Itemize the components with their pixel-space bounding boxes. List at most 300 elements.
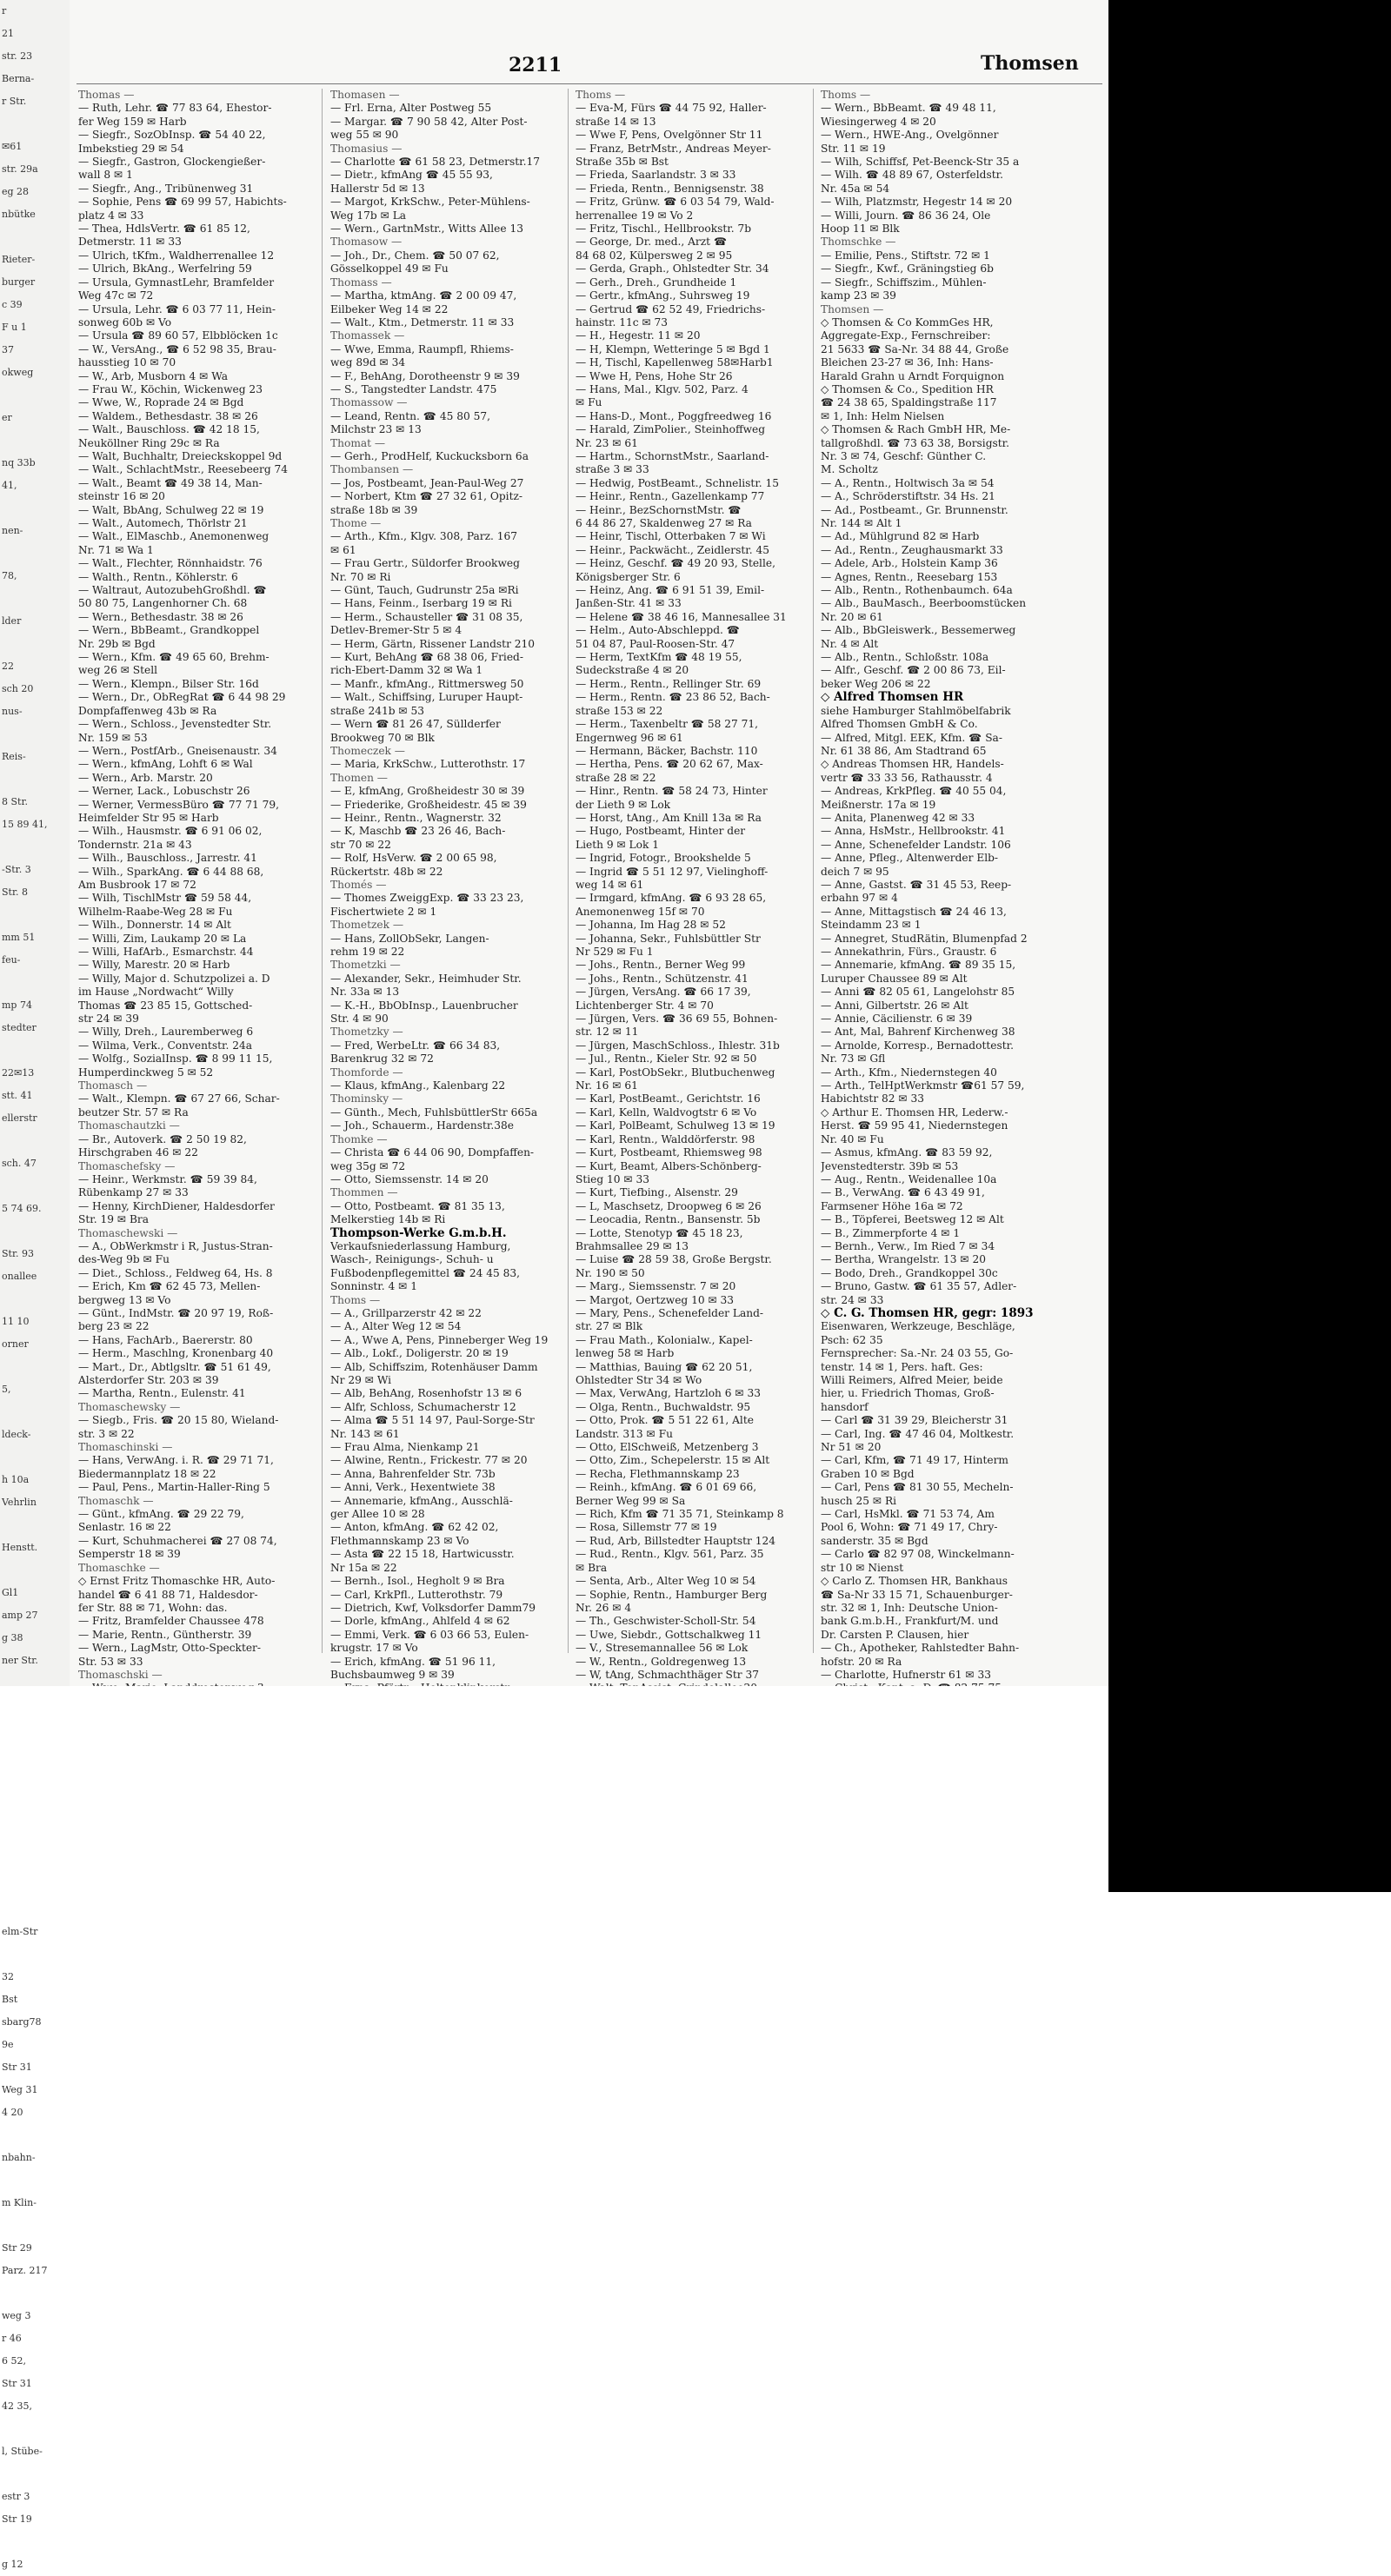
firm-heading: ◇ Alfred Thomsen HR <box>821 691 964 705</box>
directory-entry: Pool 6, Wohn: ☎ 71 49 17, Chry- <box>821 1521 998 1534</box>
previous-page-fragment: 9e <box>2 2039 14 2050</box>
directory-entry: — Anni ☎ 82 05 61, Langelohstr 85 <box>821 986 1015 999</box>
directory-entry: — Wwe, Emma, Raumpfl, Rhiems- <box>330 342 514 355</box>
previous-page-fragment <box>0 904 70 926</box>
previous-page-fragment: 32 <box>2 1971 14 1982</box>
directory-entry: Jevenstedterstr. 39b ✉ 53 <box>821 1159 959 1172</box>
directory-entry: — Hinr., Rentn. ☎ 58 24 73, Hinter <box>576 785 768 798</box>
previous-page-fragment <box>0 1514 70 1537</box>
directory-entry: handel ☎ 6 41 88 71, Haldesdor- <box>78 1588 258 1601</box>
previous-page-fragment <box>0 1356 70 1378</box>
directory-entry: — Johs., Rentn., Berner Weg 99 <box>576 959 746 972</box>
running-head: Thomsen <box>981 52 1079 75</box>
previous-page-fragment: onallee <box>2 1271 37 1282</box>
directory-entry: — Friederike, Großheidestr. 45 ✉ 39 <box>330 798 527 811</box>
directory-entry: hansdorf <box>821 1400 869 1413</box>
directory-entry: Alsterdorfer Str. 203 ✉ 39 <box>78 1374 219 1386</box>
directory-entry: ☎ 24 38 65, Spaldingstraße 117 <box>821 396 997 409</box>
directory-entry: Gösselkoppel 49 ✉ Fu <box>330 262 449 276</box>
directory-entry: — Senta, Arb., Alter Weg 10 ✉ 54 <box>576 1575 756 1588</box>
directory-entry: Nr. 70 ✉ Ri <box>330 570 391 583</box>
previous-page-fragment: Bst <box>2 1994 18 2005</box>
previous-page-fragment <box>0 1943 70 1966</box>
directory-entry: bank G.m.b.H., Frankfurt/M. und <box>821 1615 999 1628</box>
directory-entry: — Wern., LagMstr, Otto-Speckter- <box>78 1642 261 1655</box>
directory-entry: Farmsener Höhe 16a ✉ 72 <box>821 1199 963 1212</box>
directory-entry: Stieg 10 ✉ 33 <box>576 1172 650 1185</box>
surname-heading: Thomaschautzki — <box>78 1119 180 1132</box>
directory-entry: — Rich, Kfm ☎ 71 35 71, Steinkamp 8 <box>576 1508 784 1521</box>
directory-entry: herrenallee 19 ✉ Vo 2 <box>576 209 694 222</box>
directory-entry: Engernweg 96 ✉ 61 <box>576 731 683 744</box>
directory-entry: — Herm., Taxenbeltr ☎ 58 27 71, <box>576 718 759 731</box>
directory-entry: — Alb., Rentn., Rothenbaumch. 64a <box>821 584 1013 597</box>
directory-entry: — Ad., Mühlgrund 82 ✉ Harb <box>821 530 980 543</box>
previous-page-fragment: stt. 41 <box>2 1090 33 1101</box>
column-divider <box>813 89 814 1653</box>
directory-entry: — Rosa, Sillemstr 77 ✉ 19 <box>576 1521 717 1534</box>
directory-entry: — Wilh., SparkAng. ☎ 6 44 88 68, <box>78 865 264 878</box>
directory-entry: — Otto, Zim., Schepelerstr. 15 ✉ Alt <box>576 1454 770 1467</box>
previous-page-fragment: nen- <box>2 525 23 536</box>
directory-entry: — Hans-D., Mont., Poggfreedweg 16 <box>576 409 772 422</box>
previous-page-fragment: Weg 31 <box>2 2084 38 2095</box>
previous-page-fragment <box>0 972 70 994</box>
directory-entry: Heimfelder Str 95 ✉ Harb <box>78 811 219 824</box>
directory-entry: — Herm., Rentn., Rellinger Str. 69 <box>576 677 762 690</box>
previous-page-fragment <box>0 836 70 859</box>
directory-entry: Nr 15a ✉ 22 <box>330 1561 397 1574</box>
directory-entry: — Annekathrin, Fürs., Graustr. 6 <box>821 946 997 958</box>
directory-entry: — Arnolde, Korresp., Bernadottestr. <box>821 1039 1014 1052</box>
directory-entry: — Erich, Km ☎ 62 45 73, Mellen- <box>78 1280 261 1293</box>
directory-entry: — Gerh., ProdHelf, Kuckucksborn 6a <box>330 449 529 462</box>
surname-heading: Thomschke — <box>821 236 896 249</box>
previous-page-fragment: c 39 <box>2 299 23 310</box>
directory-entry: — Heinr., BezSchornstMstr. ☎ <box>576 503 742 516</box>
directory-entry: — Otto, Postbeamt. ☎ 81 35 13, <box>330 1199 505 1212</box>
directory-entry: — Hartm., SchornstMstr., Saarland- <box>576 449 769 462</box>
directory-entry: — Anton, kfmAng. ☎ 62 42 02, <box>330 1521 499 1534</box>
previous-page-fragment <box>0 1130 70 1152</box>
directory-entry: Buchsbaumweg 9 ✉ 39 <box>330 1668 455 1681</box>
directory-entry: Milchstr 23 ✉ 13 <box>330 423 422 436</box>
surname-heading: Thometzky — <box>330 1026 403 1039</box>
directory-entry: Nr. 45a ✉ 54 <box>821 182 890 195</box>
directory-entry: Hirschgraben 46 ✉ 22 <box>78 1146 198 1159</box>
directory-entry: ☎ Sa-Nr 33 15 71, Schauenburger- <box>821 1588 1013 1601</box>
directory-entry: — Karl, Rentn., Walddörferstr. 98 <box>576 1132 755 1145</box>
directory-entry: Nr. 71 ✉ Wa 1 <box>78 543 154 556</box>
directory-entry: — Wern., PostfArb., Gneisenaustr. 34 <box>78 744 277 757</box>
directory-entry: — Wern., Klempn., Bilser Str. 16d <box>78 677 259 690</box>
directory-entry: Psch: 62 35 <box>821 1333 883 1346</box>
surname-heading: Thomasow — <box>330 236 403 249</box>
directory-entry: — Martha, Rentn., Eulenstr. 41 <box>78 1387 246 1400</box>
previous-page-fragment: g 38 <box>2 1632 23 1643</box>
directory-entry: Fernsprecher: Sa.-Nr. 24 03 55, Go- <box>821 1347 1014 1360</box>
previous-page-fragment <box>0 2418 70 2440</box>
directory-entry: — Sophie, Rentn., Hamburger Berg <box>576 1588 768 1601</box>
directory-entry: Anemonenweg 15f ✉ 70 <box>576 905 705 918</box>
directory-entry: — Helm., Auto-Abschleppd. ☎ <box>576 624 740 637</box>
directory-entry: Hoop 11 ✉ Blk <box>821 222 900 236</box>
directory-entry: ◇ Ernst Fritz Thomaschke HR, Auto- <box>78 1575 276 1588</box>
directory-entry: 84 68 02, Külpersweg 2 ✉ 95 <box>576 249 733 262</box>
directory-entry: str. 3 ✉ 22 <box>78 1427 135 1440</box>
directory-entry: Verkaufsniederlassung Hamburg, <box>330 1239 511 1252</box>
previous-page-fragment: 11 10 <box>2 1316 30 1327</box>
directory-entry: — Carlo ☎ 82 97 08, Winckelmann- <box>821 1548 1015 1561</box>
directory-entry: — Walt., Flechter, Rönnhaidstr. 76 <box>78 557 263 570</box>
directory-entry: — Arth., Kfm., Klgv. 308, Parz. 167 <box>330 530 518 543</box>
directory-entry: — Otto, Prok. ☎ 5 51 22 61, Alte <box>576 1414 754 1427</box>
directory-entry: — W., VersAng., ☎ 6 52 98 35, Brau- <box>78 342 276 355</box>
directory-entry: ◇ Thomsen & Co KommGes HR, <box>821 315 994 329</box>
directory-entry: — Ursula, Lehr. ☎ 6 03 77 11, Hein- <box>78 302 276 315</box>
directory-entry: — Günt., IndMstr. ☎ 20 97 19, Roß- <box>78 1306 274 1319</box>
directory-entry: weg 89d ✉ 34 <box>330 356 406 369</box>
directory-entry: — Wwe H, Pens, Hohe Str 26 <box>576 369 733 382</box>
page-bottom-margin <box>0 1686 1108 1892</box>
directory-entry: — Carl, Ing. ☎ 47 46 04, Moltkestr. <box>821 1427 1015 1440</box>
directory-entry: Eilbeker Weg 14 ✉ 22 <box>330 302 449 315</box>
directory-entry: Weg 17b ✉ La <box>330 209 407 222</box>
directory-entry: — Bertha, Wrangelstr. 13 ✉ 20 <box>821 1253 987 1266</box>
directory-entry: Sonninstr. 4 ✉ 1 <box>330 1280 417 1293</box>
directory-entry: Dompfaffenweg 43b ✉ Ra <box>78 704 217 717</box>
directory-entry: Rückertstr. 48b ✉ 22 <box>330 865 443 878</box>
directory-entry: — Bodo, Dreh., Grandkoppel 30c <box>821 1266 998 1279</box>
directory-entry: lenweg 58 ✉ Harb <box>576 1347 675 1360</box>
previous-page-fragment: 8 Str. <box>2 796 28 807</box>
directory-entry: — Anne, Mittagstisch ☎ 24 46 13, <box>821 905 1007 918</box>
directory-entry: — Wilma, Verk., Conventstr. 24a <box>78 1039 252 1052</box>
directory-entry: — Heinz, Geschf. ☎ 49 20 93, Stelle, <box>576 557 775 570</box>
directory-entry: — Walt., Beamt ☎ 49 38 14, Man- <box>78 476 263 489</box>
directory-entry: — Hans, Mal., Klgv. 502, Parz. 4 <box>576 382 749 395</box>
directory-entry: Str. 19 ✉ Bra <box>78 1213 149 1226</box>
directory-entry: — Charlotte ☎ 61 58 23, Detmerstr.17 <box>330 156 541 169</box>
previous-page-fragment: 5, <box>2 1384 11 1395</box>
directory-entry: — Bernh., Verw., Im Ried 7 ✉ 34 <box>821 1239 995 1252</box>
previous-page-fragment: burger <box>2 276 36 288</box>
directory-entry: — Herm, Gärtn, Rissener Landstr 210 <box>330 637 536 650</box>
previous-page-fragment: Henstt. <box>2 1542 38 1553</box>
directory-entry: — Margot, Oertzweg 10 ✉ 33 <box>576 1293 735 1306</box>
directory-entry: Neuköllner Ring 29c ✉ Ra <box>78 436 220 449</box>
directory-entry: — Walt, Buchhaltr, Dreieckskoppel 9d <box>78 449 283 462</box>
directory-entry: 6 44 86 27, Skaldenweg 27 ✉ Ra <box>576 517 752 529</box>
previous-page-fragment: Str 29 <box>2 2242 32 2254</box>
surname-heading: Thomat — <box>330 436 386 449</box>
directory-entry: Janßen-Str. 41 ✉ 33 <box>576 597 682 610</box>
directory-entry: — Günt, Tauch, Gudrunstr 25a ✉Ri <box>330 584 519 597</box>
previous-page-fragment: nus- <box>2 706 23 717</box>
surname-heading: Thomforde — <box>330 1066 403 1079</box>
previous-page-fragment: Str. 8 <box>2 886 28 898</box>
directory-entry: — Wilh., Bauschloss., Jarrestr. 41 <box>78 852 257 865</box>
directory-entry: — Christa ☎ 6 44 06 90, Dompfaffen- <box>330 1146 535 1159</box>
previous-page-fragment: okweg <box>2 367 34 378</box>
directory-entry: — Wilh, Schiffsf, Pet-Beenck-Str 35 a <box>821 156 1020 169</box>
directory-entry: — Walt., ElMaschb., Anemonenweg <box>78 530 270 543</box>
directory-entry: Tondernstr. 21a ✉ 43 <box>78 838 192 851</box>
directory-entry: — Emilie, Pens., Stiftstr. 72 ✉ 1 <box>821 249 990 262</box>
directory-entry: ✉ Bra <box>576 1561 608 1574</box>
directory-entry: — Alfr., Geschf. ☎ 2 00 86 73, Eil- <box>821 664 1006 677</box>
directory-entry: — Wern., HWE-Ang., Ovelgönner <box>821 129 999 142</box>
surname-heading: Thomaschefsky — <box>78 1159 176 1172</box>
directory-entry: — Johanna, Sekr., Fuhlsbüttler Str <box>576 932 761 945</box>
previous-page-fragment: m Klin- <box>2 2197 37 2208</box>
directory-entry: — Willi, HafArb., Esmarchstr. 44 <box>78 946 254 958</box>
directory-entry: Habichtstr 82 ✉ 33 <box>821 1092 924 1105</box>
previous-page-fragment: Str. 93 <box>2 1248 34 1259</box>
directory-entry: — Ingrid, Fotogr., Brookshelde 5 <box>576 852 751 865</box>
directory-entry: — H, Tischl, Kapellenweg 58✉Harb1 <box>576 356 774 369</box>
directory-entry: — Frau Gertr., Süldorfer Brookweg <box>330 557 520 570</box>
directory-entry: ger Allee 10 ✉ 28 <box>330 1508 425 1521</box>
directory-entry: — Matthias, Bauing ☎ 62 20 51, <box>576 1360 753 1373</box>
directory-entry: Aggregate-Exp., Fernschreiber: <box>821 329 991 342</box>
previous-page-fragment: 6 52, <box>2 2355 26 2367</box>
directory-entry: ◇ Andreas Thomsen HR, Handels- <box>821 758 1004 771</box>
directory-entry: — Hans, ZollObSekr, Langen- <box>330 932 489 945</box>
previous-page-fragment <box>0 588 70 610</box>
directory-entry: — Walt., Bauschloss. ☎ 42 18 15, <box>78 423 260 436</box>
directory-entry: — Heinr., Rentn., Wagnerstr. 32 <box>330 811 502 824</box>
surname-heading: Thomaschewski — <box>78 1226 178 1239</box>
directory-entry: str 24 ✉ 39 <box>78 1012 139 1026</box>
previous-page-fragment: lder <box>2 615 22 627</box>
directory-entry: — Max, VerwAng, Hartzloh 6 ✉ 33 <box>576 1387 762 1400</box>
directory-entry: — S., Tangstedter Landstr. 475 <box>330 382 497 395</box>
directory-entry: Nr. 144 ✉ Alt 1 <box>821 517 902 529</box>
directory-entry: — Frieda, Saarlandstr. 3 ✉ 33 <box>576 169 736 182</box>
previous-page-fragment <box>0 2463 70 2486</box>
surname-heading: Thomke — <box>330 1132 388 1145</box>
previous-page-fragment: r <box>2 5 7 17</box>
directory-entry: Straße 35b ✉ Bst <box>576 156 669 169</box>
directory-entry: — Carl, HsMkl. ☎ 71 53 74, Am <box>821 1508 995 1521</box>
directory-entry: — Wern., kfmAng, Lohft 6 ✉ Wal <box>78 758 253 771</box>
surname-heading: Thomeczek — <box>330 744 405 757</box>
previous-page-fragment: 15 89 41, <box>2 819 48 830</box>
directory-entry: — Willi, Zim, Laukamp 20 ✉ La <box>78 932 247 945</box>
directory-entry: — Heinz, Ang. ☎ 6 91 51 39, Emil- <box>576 584 765 597</box>
column-divider <box>322 89 323 1653</box>
directory-entry: — K.-H., BbObInsp., Lauenbrucher <box>330 999 518 1012</box>
directory-entry: beutzer Str. 57 ✉ Ra <box>78 1105 189 1119</box>
surname-heading: Thombansen — <box>330 463 414 476</box>
directory-entry: str 70 ✉ 22 <box>330 838 391 851</box>
previous-page-fragment: nbütke <box>2 209 36 220</box>
directory-entry: — Marg., Siemssenstr. 7 ✉ 20 <box>576 1280 736 1293</box>
directory-entry: Imbekstieg 29 ✉ 54 <box>78 142 184 155</box>
directory-entry: — Frau Alma, Nienkamp 21 <box>330 1441 480 1454</box>
directory-entry: ◇ Arthur E. Thomsen HR, Lederw.- <box>821 1105 1008 1119</box>
directory-entry: platz 4 ✉ 33 <box>78 209 144 222</box>
directory-entry: — Waldem., Bethesdastr. 38 ✉ 26 <box>78 409 258 422</box>
surname-heading: Thomsen — <box>821 302 884 315</box>
directory-entry: Barenkrug 32 ✉ 72 <box>330 1052 434 1066</box>
directory-entry: Steindamm 23 ✉ 1 <box>821 919 922 932</box>
previous-page-fragment: 37 <box>2 344 14 355</box>
previous-page-fragment: F u 1 <box>2 322 27 333</box>
previous-page-fragment: stedter <box>2 1022 37 1033</box>
directory-entry: — Hans, VerwAng. i. R. ☎ 29 71 71, <box>78 1454 274 1467</box>
directory-entry: hausstieg 10 ✉ 70 <box>78 356 176 369</box>
surname-heading: Thomaschewsky — <box>78 1400 181 1413</box>
directory-entry: — Hermann, Bäcker, Bachstr. 110 <box>576 744 758 757</box>
directory-entry: — Asta ☎ 22 15 18, Hartwicusstr. <box>330 1548 515 1561</box>
directory-entry: Melkerstieg 14b ✉ Ri <box>330 1213 446 1226</box>
directory-entry: Semperstr 18 ✉ 39 <box>78 1548 181 1561</box>
directory-entry: — A., Alter Weg 12 ✉ 54 <box>330 1320 462 1333</box>
directory-entry: — Uwe, Siebdr., Gottschalkweg 11 <box>576 1628 762 1641</box>
directory-entry: — Henny, KirchDiener, Haldesdorfer <box>78 1199 275 1212</box>
surname-heading: Thomaschinski — <box>78 1441 173 1454</box>
previous-page-fragment: 4 20 <box>2 2107 23 2118</box>
previous-page-fragment: estr 3 <box>2 2491 30 2502</box>
directory-entry: straße 14 ✉ 13 <box>576 115 656 128</box>
directory-entry: Berner Weg 99 ✉ Sa <box>576 1494 686 1507</box>
directory-entry: — Wern., BbBeamt. ☎ 49 48 11, <box>821 102 996 115</box>
previous-page-fragment <box>0 2124 70 2147</box>
directory-entry: Brahmsallee 29 ✉ 13 <box>576 1239 689 1252</box>
directory-entry: — Joh., Dr., Chem. ☎ 50 07 62, <box>330 249 500 262</box>
previous-page-fragment <box>0 768 70 791</box>
directory-entry: im Hause „Nordwacht“ Willy <box>78 986 234 999</box>
directory-entry: — Ulrich, BkAng., Werfelring 59 <box>78 262 252 276</box>
directory-entry: — Rud., Rentn., Klgv. 561, Parz. 35 <box>576 1548 764 1561</box>
directory-entry: — Kurt, BehAng ☎ 68 38 06, Fried- <box>330 651 523 664</box>
surname-heading: Thomaschke — <box>78 1561 160 1574</box>
directory-entry: — Dietr., kfmAng ☎ 45 55 93, <box>330 169 493 182</box>
directory-entry: — Arth., TelHptWerkmstr ☎61 57 59, <box>821 1079 1025 1092</box>
surname-heading: Thome — <box>330 517 382 529</box>
directory-entry: — H, Klempn, Wetteringe 5 ✉ Bgd 1 <box>576 342 770 355</box>
directory-entry: Biedermannplatz 18 ✉ 22 <box>78 1467 216 1480</box>
previous-page-fragment <box>0 1288 70 1311</box>
previous-page-fragment: nbahn- <box>2 2152 36 2163</box>
directory-entry: — Fred, WerbeLtr. ☎ 66 34 83, <box>330 1039 501 1052</box>
previous-page-fragment: Berna- <box>2 73 35 84</box>
directory-entry: — A., Rentn., Holtwisch 3a ✉ 54 <box>821 476 995 489</box>
directory-entry: Nr. 143 ✉ 61 <box>330 1427 400 1440</box>
directory-entry: — Th., Geschwister-Scholl-Str. 54 <box>576 1615 756 1628</box>
directory-entry: — Ant, Mal, Bahrenf Kirchenweg 38 <box>821 1026 1015 1039</box>
surname-heading: Thomaschk — <box>78 1494 154 1507</box>
directory-entry: — A., Schröderstiftstr. 34 Hs. 21 <box>821 490 995 503</box>
directory-entry: — Erich, kfmAng. ☎ 51 96 11, <box>330 1655 496 1668</box>
directory-entry: weg 26 ✉ Stell <box>78 664 158 677</box>
previous-page-fragment: 78, <box>2 570 17 581</box>
directory-entry: Nr. 61 38 86, Am Stadtrand 65 <box>821 744 987 757</box>
previous-page-fragment <box>0 1446 70 1469</box>
directory-entry: Hallerstr 5d ✉ 13 <box>330 182 425 195</box>
directory-entry: — L, Maschsetz, Droopweg 6 ✉ 26 <box>576 1199 762 1212</box>
previous-page-fragment <box>0 429 70 452</box>
directory-entry: — Heinr, Tischl, Otterbaken 7 ✉ Wi <box>576 530 766 543</box>
directory-entry: straße 18b ✉ 39 <box>330 503 418 516</box>
directory-entry: — Günth., Mech, FuhlsbüttlerStr 665a <box>330 1105 538 1119</box>
directory-entry: — A., ObWerkmstr i R, Justus-Stran- <box>78 1239 273 1252</box>
directory-entry: — Walt., Schiffsing, Luruper Haupt- <box>330 691 523 704</box>
directory-entry: — Gerh., Dreh., Grundheide 1 <box>576 276 737 289</box>
previous-page-fragment: weg 3 <box>2 2310 31 2321</box>
directory-entry: Str. 11 ✉ 19 <box>821 142 886 155</box>
directory-entry: — Kurt, Postbeamt, Rhiemsweg 98 <box>576 1146 762 1159</box>
previous-page-fragment: g 12 <box>2 2559 23 2570</box>
directory-entry: Willi Reimers, Alfred Meier, beide <box>821 1374 1003 1386</box>
directory-entry: — Hertha, Pens. ☎ 20 62 67, Max- <box>576 758 763 771</box>
previous-page-fragment: Reis- <box>2 751 26 762</box>
directory-entry: steinstr 16 ✉ 20 <box>78 490 165 503</box>
directory-entry: Senlastr. 16 ✉ 22 <box>78 1521 171 1534</box>
directory-entry: — Harald, ZimPolier., Steinhoffweg <box>576 423 766 436</box>
directory-entry: — Gerda, Graph., Ohlstedter Str. 34 <box>576 262 769 276</box>
directory-entry: — Gertr., kfmAng., Suhrsweg 19 <box>576 289 750 302</box>
directory-entry: — Alb., Lokf., Doligerstr. 20 ✉ 19 <box>330 1347 509 1360</box>
directory-entry: Flethmannskamp 23 ✉ Vo <box>330 1534 469 1547</box>
directory-entry: Brookweg 70 ✉ Blk <box>330 731 435 744</box>
directory-entry: — Alma ☎ 5 51 14 97, Paul-Sorge-Str <box>330 1414 535 1427</box>
surname-heading: Thometzki — <box>330 959 401 972</box>
directory-entry: — Werner, VermessBüro ☎ 77 71 79, <box>78 798 279 811</box>
directory-entry: Nr. 159 ✉ 53 <box>78 731 148 744</box>
directory-entry: — Irmgard, kfmAng. ☎ 6 93 28 65, <box>576 892 767 905</box>
previous-page-fragment: orner <box>2 1338 29 1350</box>
directory-entry: — Marie, Rentn., Güntherstr. 39 <box>78 1628 252 1641</box>
directory-entry: ◇ Carlo Z. Thomsen HR, Bankhaus <box>821 1575 1008 1588</box>
previous-page-fragment <box>0 2282 70 2305</box>
directory-entry: — Waltraut, AutozubehGroßhdl. ☎ <box>78 584 267 597</box>
scanner-background <box>1108 0 1391 1892</box>
column-divider <box>568 89 569 1653</box>
directory-entry: — Alwine, Rentn., Frickestr. 77 ✉ 20 <box>330 1454 528 1467</box>
directory-entry: — Ruth, Lehr. ☎ 77 83 64, Ehestor- <box>78 102 272 115</box>
directory-entry: — Otto, ElSchweiß, Metzenberg 3 <box>576 1441 759 1454</box>
directory-entry: — W, tAng, Schmachthäger Str 37 <box>576 1668 760 1681</box>
directory-entry: — Maria, KrkSchw., Lutterothstr. 17 <box>330 758 526 771</box>
directory-entry: — Gertrud ☎ 62 52 49, Friedrichs- <box>576 302 766 315</box>
directory-entry: — Manfr., kfmAng., Rittmersweg 50 <box>330 677 524 690</box>
directory-entry: — Br., Autoverk. ☎ 2 50 19 82, <box>78 1132 247 1145</box>
surname-heading: Thomés — <box>330 878 387 891</box>
directory-entry: — Willy, Major d. Schutzpolizei a. D <box>78 972 270 985</box>
directory-entry: — Mary, Pens., Schenefelder Land- <box>576 1306 763 1319</box>
directory-entry: — Wilh. ☎ 48 89 67, Osterfeldstr. <box>821 169 1003 182</box>
previous-page-fragment <box>0 2169 70 2192</box>
directory-entry: fer Str. 88 ✉ 71, Wohn: das. <box>78 1601 228 1614</box>
directory-entry: — B., Zimmerpforte 4 ✉ 1 <box>821 1226 961 1239</box>
previous-page-fragment: ✉61 <box>2 141 23 152</box>
directory-entry: — Anni, Gilbertstr. 26 ✉ Alt <box>821 999 968 1012</box>
directory-entry: Nr 529 ✉ Fu 1 <box>576 946 654 958</box>
directory-entry: — Hans, FachArb., Baererstr. 80 <box>78 1333 253 1346</box>
directory-entry: husch 25 ✉ Ri <box>821 1494 897 1507</box>
directory-entry: Nr. 20 ✉ 61 <box>821 610 883 623</box>
directory-entry: — K, Maschb ☎ 23 26 46, Bach- <box>330 825 506 838</box>
previous-page-fragment <box>0 1039 70 1062</box>
directory-entry: — Anne, Schenefelder Landstr. 106 <box>821 838 1011 851</box>
previous-page-fragment: Vehrlin <box>2 1497 37 1508</box>
directory-entry: Weg 47c ✉ 72 <box>78 289 154 302</box>
directory-entry: Nr. 16 ✉ 61 <box>576 1079 638 1092</box>
previous-page-fragment: 22 <box>2 661 14 672</box>
